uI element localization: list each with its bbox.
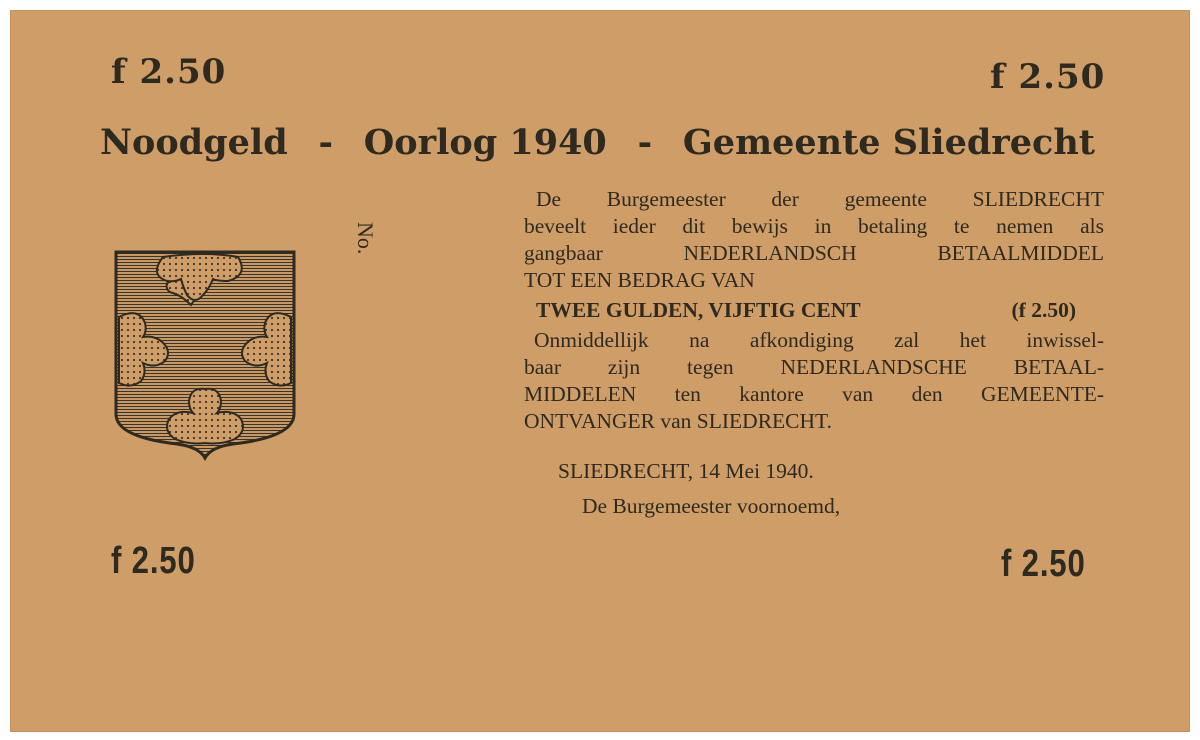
page-title <box>100 122 1095 163</box>
body-line-6: baar zijn tegen NEDERLANDSCHE BETAAL- <box>524 355 1104 379</box>
body-line-8: ONTVANGER van SLIEDRECHT. <box>524 409 832 433</box>
denomination-bottom-left: f 2.50 <box>111 540 196 582</box>
body-line-4: TOT EEN BEDRAG VAN <box>524 268 755 292</box>
title-separator-2: - <box>637 122 653 163</box>
body-line-1: De Burgemeester der gemeente SLIEDRECHT <box>536 187 1104 211</box>
amount-figure: (f 2.50) <box>1011 298 1076 322</box>
title-oorlog: Oorlog 1940 <box>363 122 607 163</box>
amount-line <box>524 297 1104 324</box>
signature-line: De Burgemeester voornoemd, <box>582 494 841 518</box>
title-gemeente: Gemeente Sliedrecht <box>682 122 1095 163</box>
title-separator-1: - <box>318 122 333 163</box>
coat-of-arms-shield-icon <box>113 249 297 461</box>
denomination-top-left: f 2.50 <box>111 52 227 92</box>
title-noodgeld: Noodgeld <box>100 122 288 163</box>
serial-number-label: No. <box>353 222 378 255</box>
body-text <box>524 186 1104 435</box>
date-line: SLIEDRECHT, 14 Mei 1940. <box>558 459 814 483</box>
body-line-7: MIDDELEN ten kantore van den GEMEENTE- <box>524 382 1104 406</box>
body-line-3: gangbaar NEDERLANDSCH BETAALMIDDEL <box>524 241 1104 265</box>
body-line-5: Onmiddellijk na afkondiging zal het inwissel- <box>534 328 1104 352</box>
denomination-bottom-right: f 2.50 <box>1001 543 1086 585</box>
body-line-2: beveelt ieder dit bewijs in betaling te nemen als <box>524 214 1104 238</box>
amount-words: TWEE GULDEN, VIJFTIG CENT <box>536 298 861 322</box>
denomination-top-right: f 2.50 <box>990 57 1106 97</box>
